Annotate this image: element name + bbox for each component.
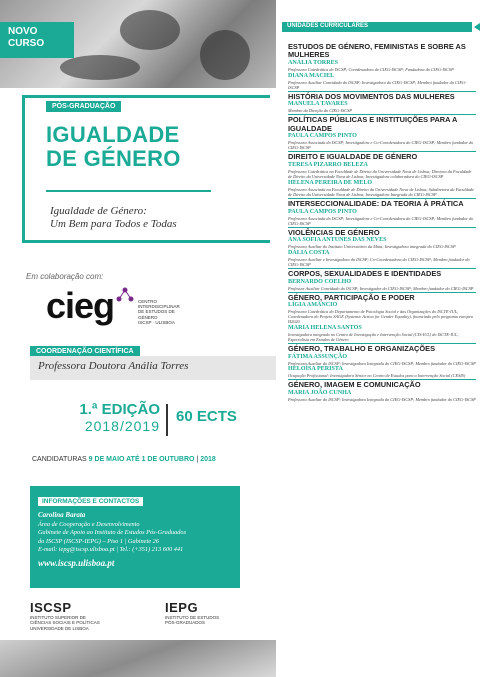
module-item xyxy=(288,228,476,269)
lecturer-name: ANA SOFIA ANTUNES DAS NEVES xyxy=(288,237,387,244)
cieg-desc-5: ISCSP · ULISBOA xyxy=(138,319,175,325)
program-title-line1: IGUALDADE xyxy=(46,122,180,147)
module-item xyxy=(288,199,476,228)
module-title: GÉNERO, IMAGEM E COMUNICAÇÃO xyxy=(288,380,421,390)
contact-line-3: do ISCSP (ISCSP-IEPG) – Piso 1 | Gabinete 26 xyxy=(38,537,159,545)
lecturer-role: Investigadora integrada no Centro de Investigação e Intervenção Social (CIS-IUL) do ISCTE-IUL; Especialista em Estudos de Género xyxy=(288,331,459,342)
cieg-desc-2: INTERDISCIPLINAR xyxy=(138,304,180,310)
contact-line-4[interactable]: E-mail: iepg@iscsp.ulisboa.pt | Tel.: (+351) 213 600 441 xyxy=(38,545,184,553)
module-item xyxy=(288,269,476,293)
iscsp-desc-3: UNIVERSIDADE DE LISBOA xyxy=(30,625,89,631)
lecturer-name: DÁLIA COSTA xyxy=(288,249,330,256)
applications-line xyxy=(32,456,216,463)
module-title: INTERSECCIONALIDADE: DA TEORIA À PRÁTICA xyxy=(288,198,464,208)
edition-divider xyxy=(166,404,168,436)
module-item xyxy=(288,92,476,116)
cieg-molecule-icon xyxy=(116,287,134,305)
contact-line-1: Área de Cooperação e Desenvolvimento xyxy=(38,521,140,529)
iepg-logo xyxy=(165,600,255,626)
module-title: CORPOS, SEXUALIDADES E IDENTIDADES xyxy=(288,268,442,278)
lecturer-name: BERNARDO COELHO xyxy=(288,278,352,285)
cieg-desc-1: CENTRO xyxy=(138,299,157,304)
footer-photo xyxy=(0,640,276,677)
edition-block xyxy=(20,401,160,435)
module-title: GÉNERO, TRABALHO E ORGANIZAÇÕES xyxy=(288,343,435,353)
lecturer-role: Professora Auxiliar Convidada do ISCSP; Investigadora do CIEG-ISCSP; Membro fundador do CIEG-ISCSP xyxy=(288,79,467,90)
module-title: HISTÓRIA DOS MOVIMENTOS DAS MULHERES xyxy=(288,91,455,101)
module-item xyxy=(288,42,476,92)
lecturer-role: Ocupação Profissional: Investigadora Sénior no Centro de Estudos para a Intervenção Social (CESIS) xyxy=(288,373,466,379)
lecturer-name: HELENA PEREIRA DE MELO xyxy=(288,179,373,186)
lecturer-role: Professora Auxiliar do Instituto Universitário da Maia; Investigadora integrada do CIEG-ISCSP xyxy=(288,244,456,250)
module-item xyxy=(288,152,476,198)
badge-line2: CURSO xyxy=(8,38,45,49)
badge-line1: NOVO xyxy=(8,26,38,37)
applications-sep: | xyxy=(196,456,199,463)
lecturer-name: LÍGIA AMÂNCIO xyxy=(288,302,338,309)
lecturer-name: TERESA PIZARRO BELEZA xyxy=(288,162,368,169)
lecturer-role: Professora Auxiliar do ISCSP; Investigadora Integrada do CIEG-ISCSP; Membro fundador do CIEG-ISCSP xyxy=(288,360,476,366)
collab-label: Em colaboração com: xyxy=(26,272,104,281)
subtitle-line2: Um Bem para Todos e Todas xyxy=(50,218,177,230)
lecturer-role: Professora Catedrática do Departamento de Psicologia Social e das Organizações do ISCTE-IUL; Coordenadora do Projeto SAGE (Systemic Action for Gender Equality), financiado pelo programa europeu H2020 xyxy=(288,309,473,325)
units-arrow-icon xyxy=(474,23,480,31)
module-item xyxy=(288,293,476,344)
new-course-badge xyxy=(0,22,74,58)
lecturer-name: MARIA JOÃO CUNHA xyxy=(288,390,352,397)
cieg-desc-4: GÉNERO xyxy=(138,314,158,320)
subtitle-line1: Igualdade de Género: xyxy=(50,205,147,217)
contacts-box xyxy=(30,486,240,588)
module-list xyxy=(288,42,476,403)
program-level: PÓS-GRADUAÇÃO xyxy=(46,101,121,112)
module-title: GÉNERO, PARTICIPAÇÃO E PODER xyxy=(288,292,415,302)
contact-name: Carolina Barata xyxy=(38,511,86,519)
cieg-logo-word: cieg xyxy=(46,285,115,326)
module-item xyxy=(288,115,476,152)
iepg-desc-1: INSTITUTO DE ESTUDOS xyxy=(165,615,220,620)
program-title-line2: DE GÉNERO xyxy=(46,146,181,171)
curricular-units-column xyxy=(282,0,480,677)
title-divider xyxy=(46,190,211,192)
module-title: VIOLÊNCIAS DE GÉNERO xyxy=(288,227,380,237)
module-title: DIREITO E IGUALDADE DE GÉNERO xyxy=(288,152,418,162)
iscsp-desc-1: INSTITUTO SUPERIOR DE xyxy=(30,615,86,620)
website-link[interactable]: www.iscsp.ulisboa.pt xyxy=(38,558,115,569)
program-title xyxy=(46,123,181,171)
lecturer-name: HELOÍSA PERISTA xyxy=(288,366,343,373)
iscsp-logo xyxy=(30,600,130,631)
edition-years: 2018/2019 xyxy=(84,418,160,434)
ects-credits: 60 ECTS xyxy=(176,408,237,425)
lecturer-name: PAULA CAMPOS PINTO xyxy=(288,133,357,140)
iepg-name: IEPG xyxy=(165,600,199,615)
applications-year: 2018 xyxy=(200,456,216,463)
coordination-name: Professora Doutora Anália Torres xyxy=(30,356,276,380)
applications-dates: 9 DE MAIO ATÉ 1 DE OUTUBRO xyxy=(88,456,195,463)
coordination-label: COORDENAÇÃO CIENTÍFICA xyxy=(30,346,140,357)
contacts-heading: INFORMAÇÕES E CONTACTOS xyxy=(38,497,143,506)
lecturer-name: MARIA HELENA SANTOS xyxy=(288,324,362,331)
cieg-logo xyxy=(46,285,206,331)
lecturer-name: ANÁLIA TORRES xyxy=(288,60,339,67)
iepg-desc-2: PÓS-GRADUADOS xyxy=(165,620,206,626)
program-subtitle xyxy=(50,205,177,231)
lecturer-role: Professora Associada na Faculdade de Direito da Universidade Nova de Lisboa; Subdiretora da Faculdade de Direito da Universidade Nova de Lisboa; Investigadora Integrada do CIEG-ISCSP xyxy=(288,186,474,197)
cieg-desc-3: DE ESTUDOS DE xyxy=(138,309,175,315)
module-item xyxy=(288,344,476,380)
module-title: ESTUDOS DE GÉNERO, FEMINISTAS E SOBRE AS MULHERES xyxy=(288,42,466,60)
edition-number: 1.ª EDIÇÃO xyxy=(79,401,160,418)
lecturer-name: MANUELA TAVARES xyxy=(288,101,348,108)
module-item xyxy=(288,380,476,403)
lecturer-name: FÁTIMA ASSUNÇÃO xyxy=(288,353,348,360)
lecturer-role: Professora Auxiliar do ISCSP; Investigadora Integrada do CIEG-ISCSP; Membro fundador do CIEG-ISCSP xyxy=(288,397,476,403)
lecturer-name: DIANA MACIEL xyxy=(288,72,335,79)
contact-line-2: Gabinete de Apoio ao Instituto de Estudos Pós-Graduados xyxy=(38,529,187,537)
lecturer-role: Professora Catedrática na Faculdade de Direito da Universidade Nova de Lisboa; Diretora da Faculdade de Direito da Universidade Nova de Lisboa; Investigadora colaboradora do CIEG-ISCSP xyxy=(288,169,472,180)
lecturer-role: Professora Auxiliar e Investigadora do ISCSP; Co-Coordenadora do CIEG-ISCSP; Membro fundador do CIEG-ISCSP xyxy=(288,256,470,267)
module-title: POLÍTICAS PÚBLICAS E INSTITUIÇÕES PARA A IGUALDADE xyxy=(288,115,458,133)
lecturer-role: Professor Auxiliar Convidado do ISCSP; Investigador do CIEG-ISCSP; Membro fundador do CIEG-ISCSP xyxy=(288,285,474,291)
applications-label: CANDIDATURAS xyxy=(32,456,87,463)
lecturer-role: Membro da Direção do CIEG-ISCSP xyxy=(288,108,352,114)
lecturer-name: PAULA CAMPOS PINTO xyxy=(288,208,357,215)
lecturer-role: Professora Catedrática do ISCSP; Coordenadora do CIEG-ISCSP; Fundadora do CIEG-ISCSP xyxy=(288,67,454,73)
units-heading: UNIDADES CURRICULARES xyxy=(282,22,472,32)
iscsp-name: ISCSP xyxy=(30,600,72,615)
lecturer-role: Professora Associada do ISCSP; Investigadora e Co-Coordenadora do CIEG-ISCSP; Membro fundador do CIEG-ISCSP xyxy=(288,140,474,151)
iscsp-desc-2: CIÊNCIAS SOCIAIS E POLÍTICAS xyxy=(30,620,100,626)
lecturer-role: Professora Associada do ISCSP; Investigadora e Co-Coordenadora do CIEG-ISCSP; Membro fundador do CIEG-ISCSP xyxy=(288,215,474,226)
